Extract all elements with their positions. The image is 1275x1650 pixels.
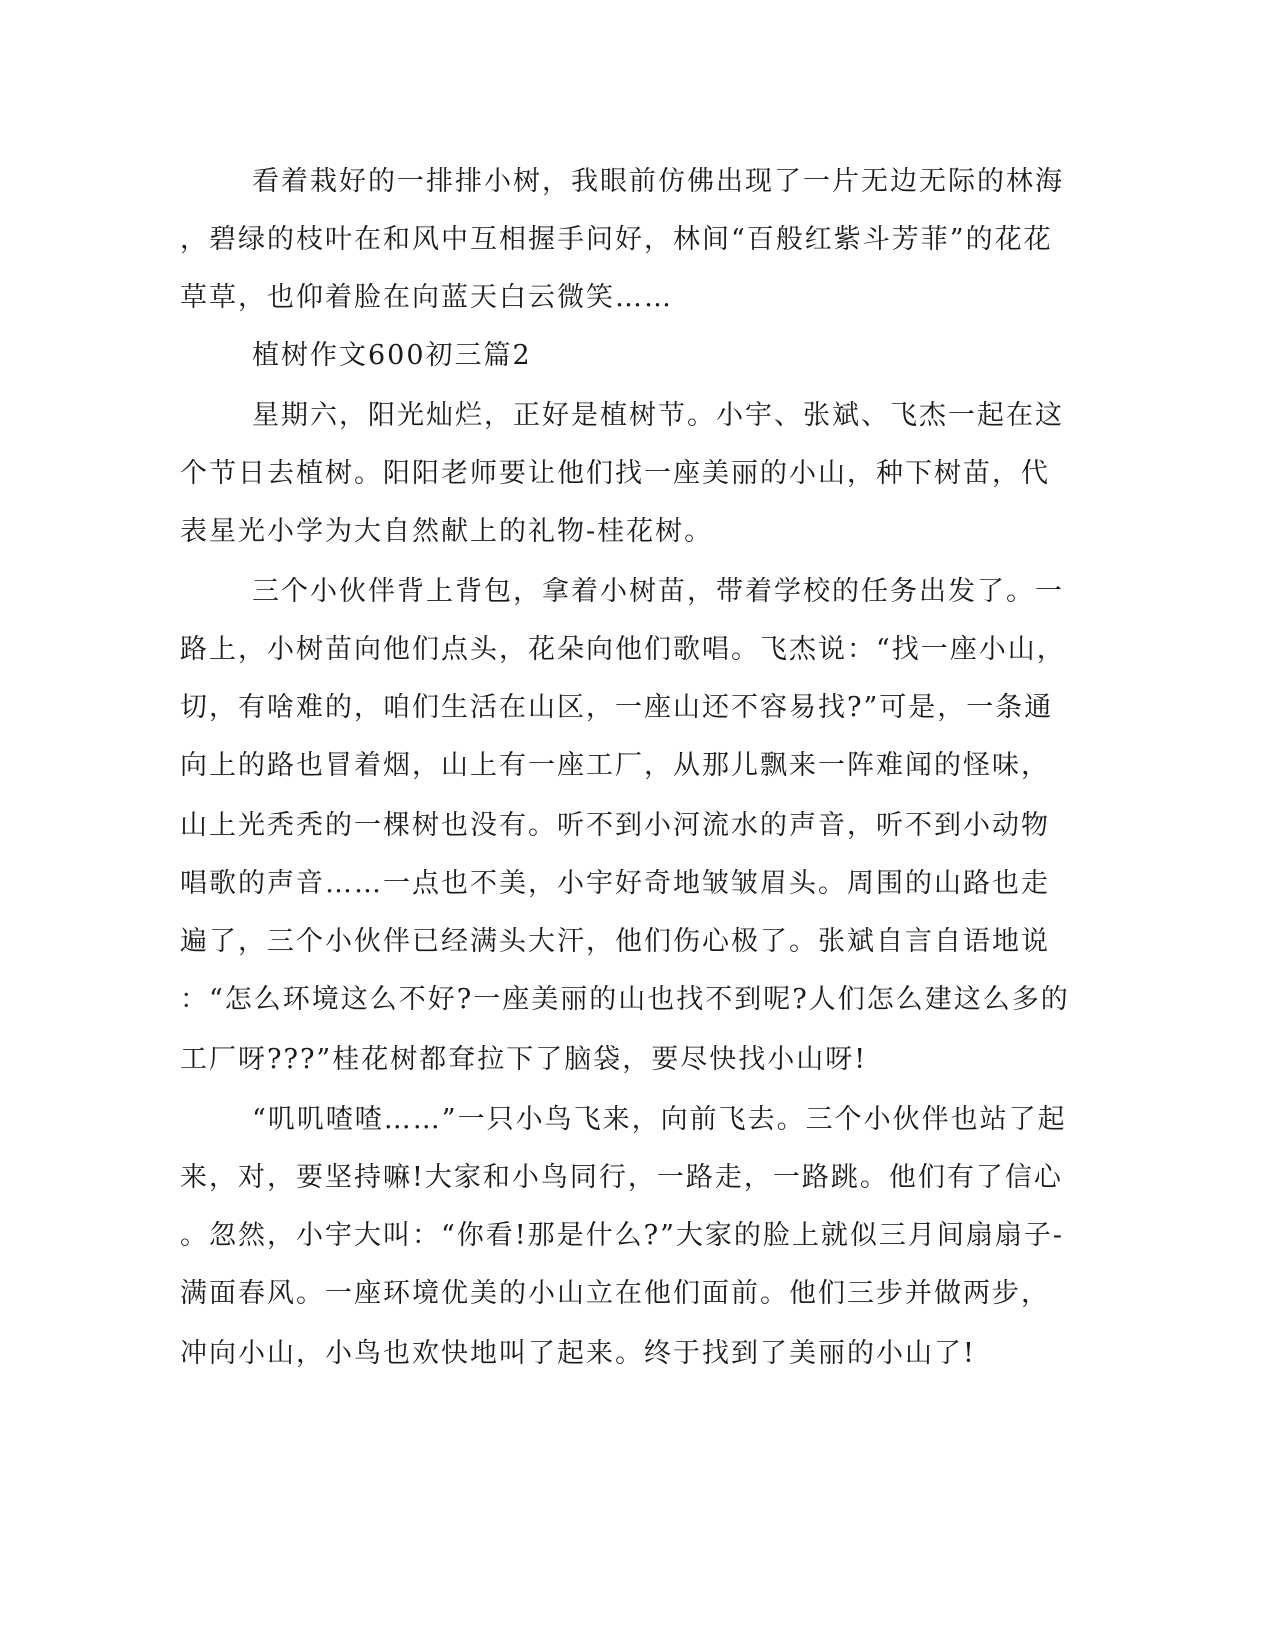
paragraph-1-line-1: 看着栽好的一排排小树，我眼前仿佛出现了一片无边无际的林海 (252, 166, 1064, 197)
paragraph-2-line-2: 个节日去植树。阳阳老师要让他们找一座美丽的小山，种下树苗，代 (180, 458, 1050, 489)
paragraph-3-line-7: 遍了，三个小伙伴已经满头大汗，他们伤心极了。张斌自言自语地说 (180, 926, 1050, 957)
paragraph-3-line-6: 唱歌的声音……一点也不美，小宇好奇地皱皱眉头。周围的山路也走 (180, 868, 1050, 899)
paragraph-3-line-2: 路上，小树苗向他们点头，花朵向他们歌唱。飞杰说：“找一座小山， (180, 634, 1066, 665)
paragraph-4-line-5: 冲向小山，小鸟也欢快地叫了起来。终于找到了美丽的小山了! (180, 1338, 976, 1369)
paragraph-4-line-1: “叽叽喳喳……”一只小鸟飞来，向前飞去。三个小伙伴也站了起 (252, 1104, 1067, 1135)
paragraph-3-line-3: 切，有啥难的，咱们生活在山区，一座山还不容易找?”可是，一条通 (180, 692, 1054, 723)
paragraph-4-line-2: 来，对，要坚持嘛!大家和小鸟同行，一路走，一路跳。他们有了信心 (180, 1162, 1063, 1193)
paragraph-3-line-9: 工厂呀???”桂花树都耷拉下了脑袋，要尽快找小山呀! (180, 1044, 868, 1075)
paragraph-4-line-4: 满面春风。一座环境优美的小山立在他们面前。他们三步并做两步， (180, 1278, 1050, 1309)
paragraph-3-line-5: 山上光秃秃的一棵树也没有。听不到小河流水的声音，听不到小动物 (180, 810, 1050, 841)
paragraph-2-line-1: 星期六，阳光灿烂，正好是植树节。小宇、张斌、飞杰一起在这 (252, 400, 1064, 431)
section-heading: 植树作文600初三篇2 (252, 340, 532, 371)
paragraph-2-line-3: 表星光小学为大自然献上的礼物-桂花树。 (180, 516, 714, 547)
paragraph-1-line-2: ，碧绿的枝叶在和风中互相握手问好，林间“百般红紫斗芳菲”的花花 (180, 224, 1053, 255)
paragraph-3-line-1: 三个小伙伴背上背包，拿着小树苗，带着学校的任务出发了。一 (252, 576, 1064, 607)
paragraph-1-line-3: 草草，也仰着脸在向蓝天白云微笑…… (180, 282, 673, 313)
paragraph-3-line-8: ：“怎么环境这么不好?一座美丽的山也找不到呢?人们怎么建这么多的 (180, 984, 1070, 1015)
paragraph-4-line-3: 。忽然，小宇大叫：“你看!那是什么?”大家的脸上就似三月间扇扇子- (180, 1220, 1065, 1251)
paragraph-3-line-4: 向上的路也冒着烟，山上有一座工厂，从那儿飘来一阵难闻的怪味， (180, 750, 1050, 781)
